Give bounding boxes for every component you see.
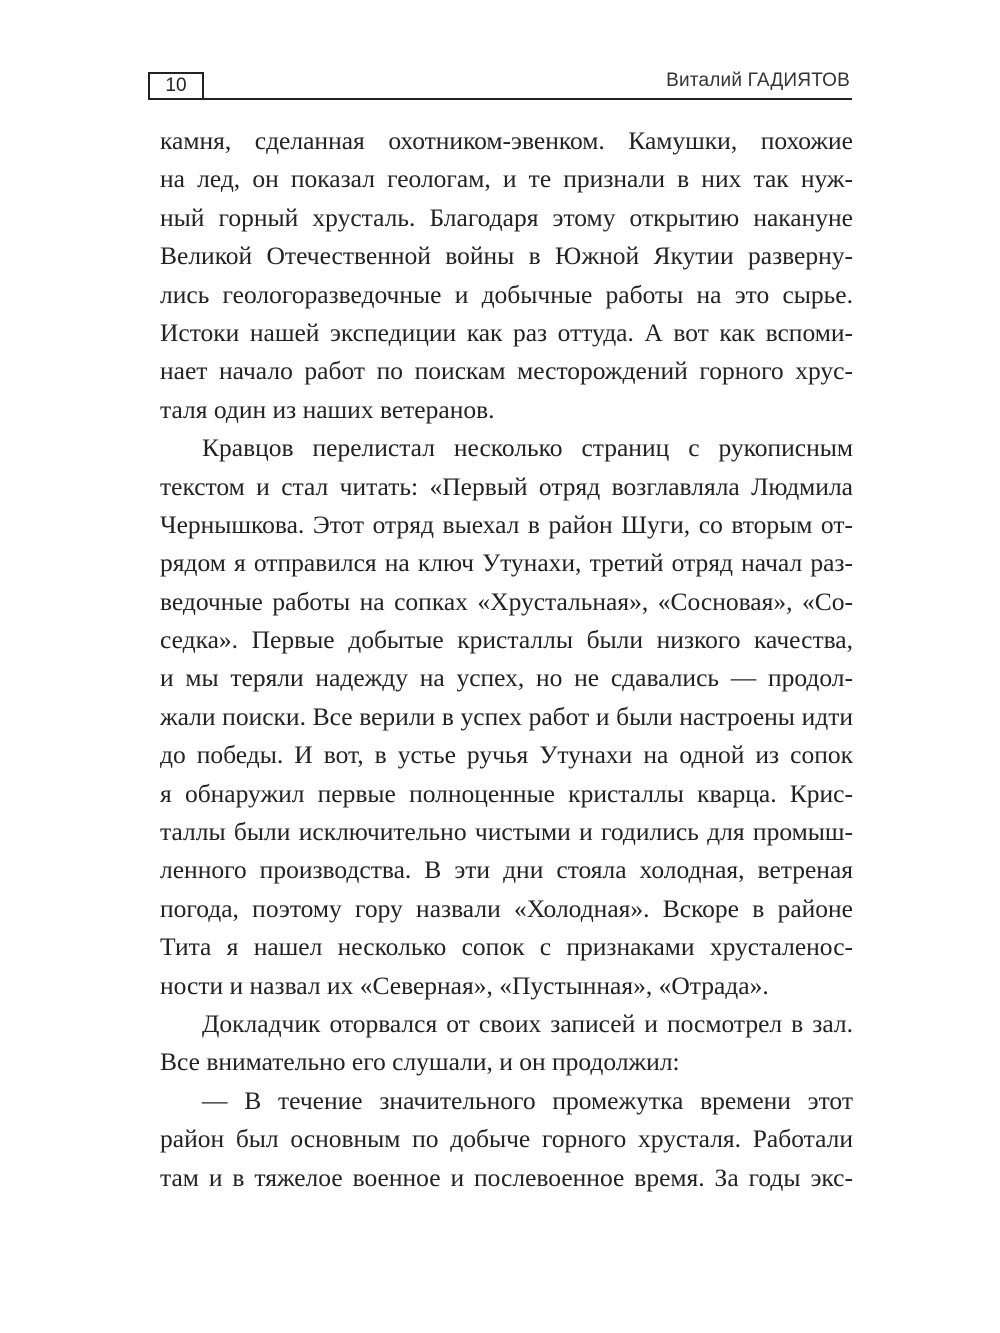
text-line: я обнаружил первые полноценные кристаллы кварца. Крис- xyxy=(160,778,853,808)
text-line: ведочные работы на сопках «Хрустальная», «Сосновая», «Со- xyxy=(160,586,853,616)
text-line: рядом я отправился на ключ Утунахи, третий отряд начал раз- xyxy=(160,548,853,578)
text-line: Кравцов перелистал несколько страниц с рукописным xyxy=(202,433,853,463)
text-line: Все внимательно его слушали, и он продолжил: xyxy=(160,1047,680,1077)
text-line: ности и назвал их «Северная», «Пустынная», «Отрада». xyxy=(160,970,769,1000)
page-number: 10 xyxy=(148,72,204,98)
text-line: Чернышкова. Этот отряд выехал в район Шуги, со вторым от- xyxy=(160,509,853,539)
page-header xyxy=(148,66,852,100)
text-line: жали поиски. Все верили в успех работ и были настроены идти xyxy=(160,701,853,731)
text-line: таля один из наших ветеранов. xyxy=(160,394,495,424)
text-line: ленного производства. В эти дни стояла холодная, ветреная xyxy=(160,855,853,885)
text-line: ный горный хрусталь. Благодаря этому открытию накануне xyxy=(160,202,853,232)
text-line: до победы. И вот, в устье ручья Утунахи на одной из сопок xyxy=(160,740,853,770)
text-line: — В течение значительного промежутка времени этот xyxy=(202,1085,853,1115)
text-line: нает начало работ по поискам месторождений горного хрус- xyxy=(160,356,853,386)
header-rule xyxy=(148,98,852,100)
text-line: лись геологоразведочные и добычные работы на это сырье. xyxy=(160,279,853,309)
text-line: Истоки нашей экспедиции как раз оттуда. А вот как вспоми- xyxy=(160,317,853,347)
text-line: Великой Отечественной войны в Южной Якутии развернy- xyxy=(160,241,853,271)
text-line: таллы были исключительно чистыми и годились для промыш- xyxy=(160,817,853,847)
text-line: там и в тяжелое военное и послевоенное время. За годы экс- xyxy=(160,1162,853,1192)
text-line: на лед, он показал геологам, и те признали в них так нуж- xyxy=(160,164,853,194)
text-line: район был основным по добыче горного хрусталя. Работали xyxy=(160,1124,853,1154)
body-text xyxy=(160,122,853,1197)
text-line: камня, сделанная охотником-эвенком. Камушки, похожие xyxy=(160,126,853,155)
text-line: Тита я нашел несколько сопок с признаками хрусталенос- xyxy=(160,932,853,962)
text-line: и мы теряли надежду на успех, но не сдавались — продол- xyxy=(160,663,853,693)
text-line: текстом и стал читать: «Первый отряд возглавляла Людмила xyxy=(160,471,853,501)
text-line: седка». Первые добытые кристаллы были низкого качества, xyxy=(160,625,853,655)
text-line: погода, поэтому гору назвали «Холодная». Вскоре в районе xyxy=(160,893,853,923)
running-head-author: Виталий ГАДИЯТОВ xyxy=(666,70,850,91)
text-line: Докладчик оторвался от своих записей и посмотрел в зал. xyxy=(202,1008,853,1038)
